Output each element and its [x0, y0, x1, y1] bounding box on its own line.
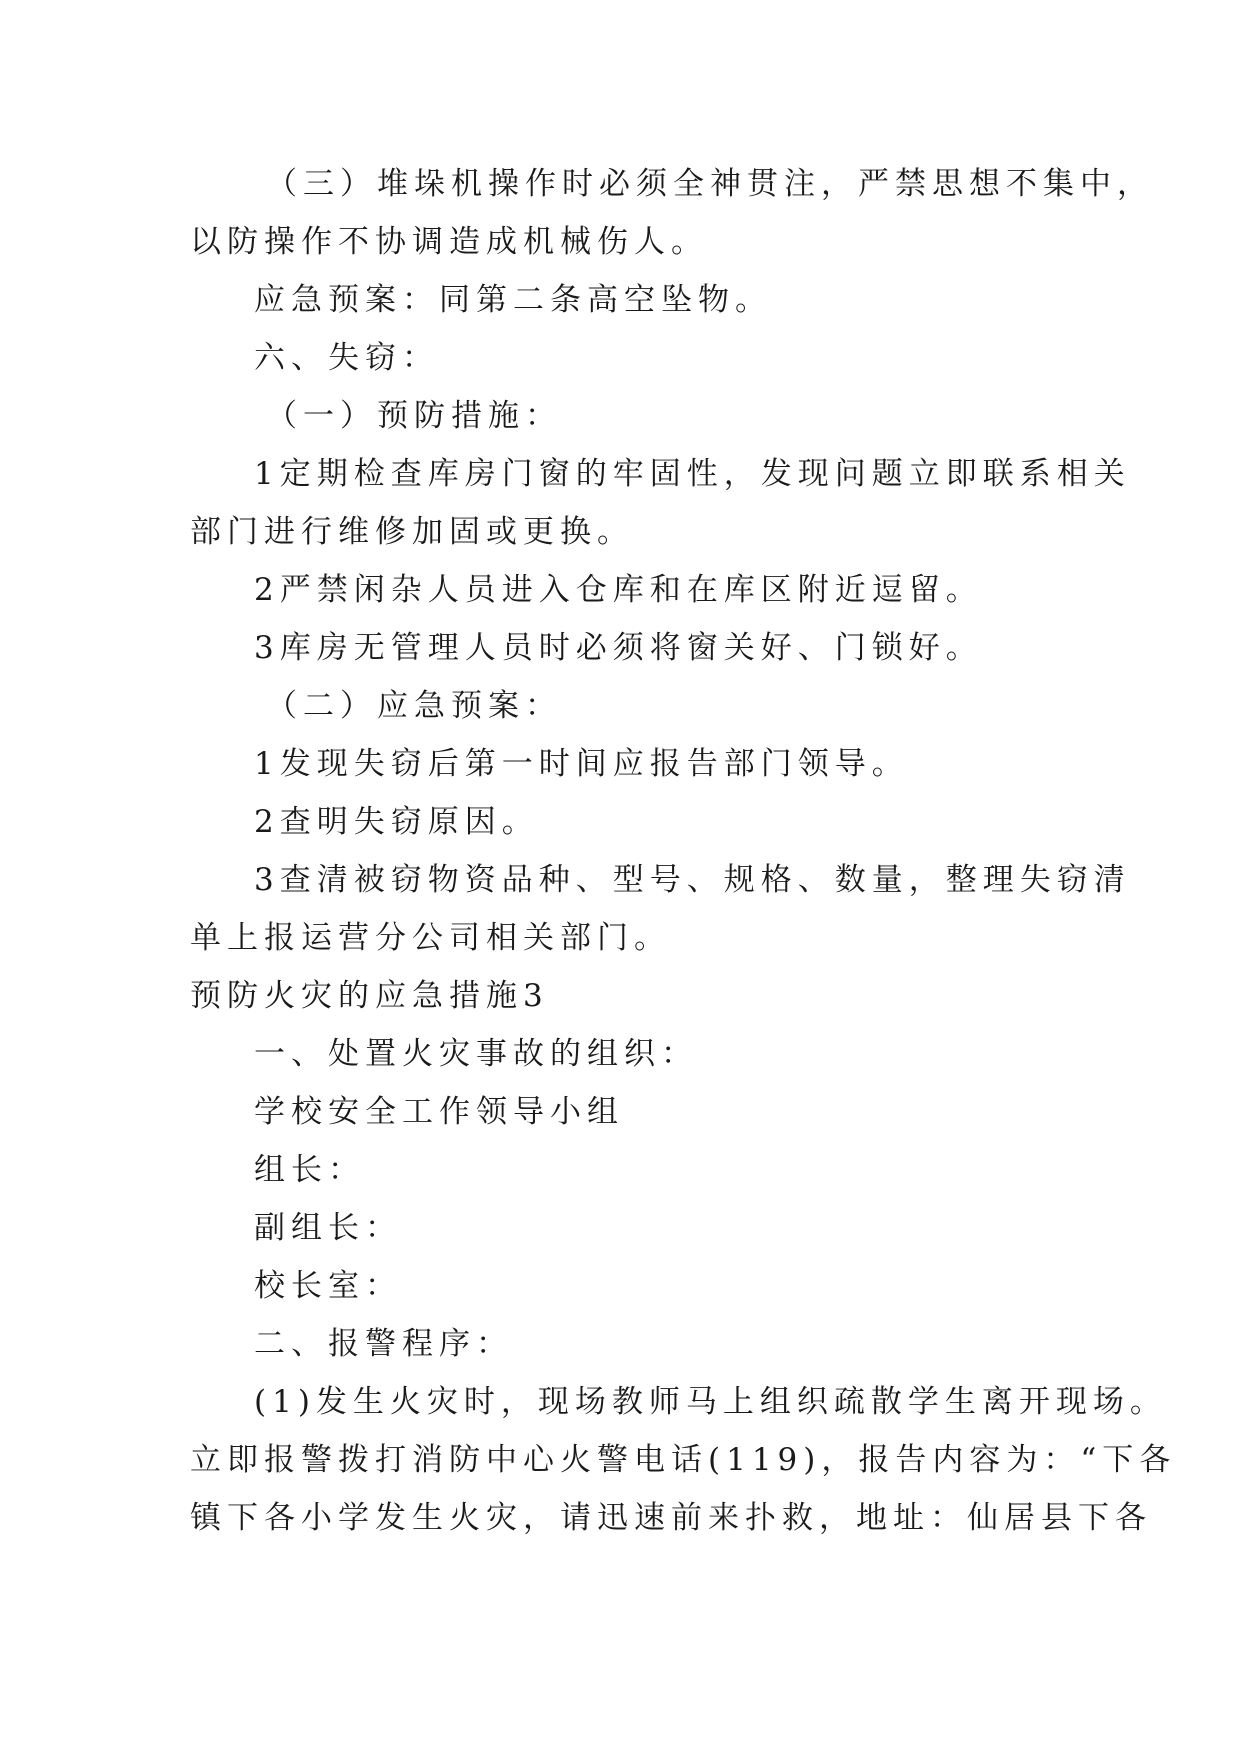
document-body [190, 155, 1177, 1547]
paragraph-line: 1发现失窃后第一时间应报告部门领导。 [254, 746, 909, 782]
section-heading: 一、处置火灾事故的组织： [254, 1036, 698, 1072]
paragraph-line: 副组长： [254, 1210, 402, 1246]
paragraph-line: (1)发生火灾时，现场教师马上组织疏散学生离开现场。 [254, 1384, 1167, 1420]
section-heading: 六、失窃： [254, 340, 439, 376]
paragraph-line: 应急预案：同第二条高空坠物。 [254, 282, 772, 318]
subsection-heading: （二）应急预案： [266, 688, 562, 724]
paragraph-line: 3查清被窃物资品种、型号、规格、数量，整理失窃清 [254, 862, 1131, 898]
paragraph-line: 立即报警拨打消防中心火警电话(119)，报告内容为：“下各 [190, 1442, 1177, 1478]
paragraph-line: 2查明失窃原因。 [254, 804, 539, 840]
paragraph-line: 学校安全工作领导小组 [254, 1094, 624, 1130]
paragraph-line: 校长室： [254, 1268, 402, 1304]
paragraph-line: 单上报运营分公司相关部门。 [190, 920, 671, 956]
paragraph-line: 以防操作不协调造成机械伤人。 [190, 224, 708, 260]
paragraph-line: 2严禁闲杂人员进入仓库和在库区附近逗留。 [254, 572, 983, 608]
section-heading: 二、报警程序： [254, 1326, 513, 1362]
paragraph-line: 镇下各小学发生火灾，请迅速前来扑救，地址：仙居县下各 [190, 1500, 1152, 1536]
paragraph-line: 1定期检查库房门窗的牢固性，发现问题立即联系相关 [254, 456, 1131, 492]
subsection-heading: （一）预防措施： [266, 398, 562, 434]
paragraph-line: 部门进行维修加固或更换。 [190, 514, 634, 550]
paragraph-line: 组长： [254, 1152, 365, 1188]
paragraph-line: （三）堆垛机操作时必须全神贯注，严禁思想不集中， [266, 166, 1154, 202]
document-title: 预防火灾的应急措施3 [190, 978, 549, 1014]
paragraph-line: 3库房无管理人员时必须将窗关好、门锁好。 [254, 630, 983, 666]
